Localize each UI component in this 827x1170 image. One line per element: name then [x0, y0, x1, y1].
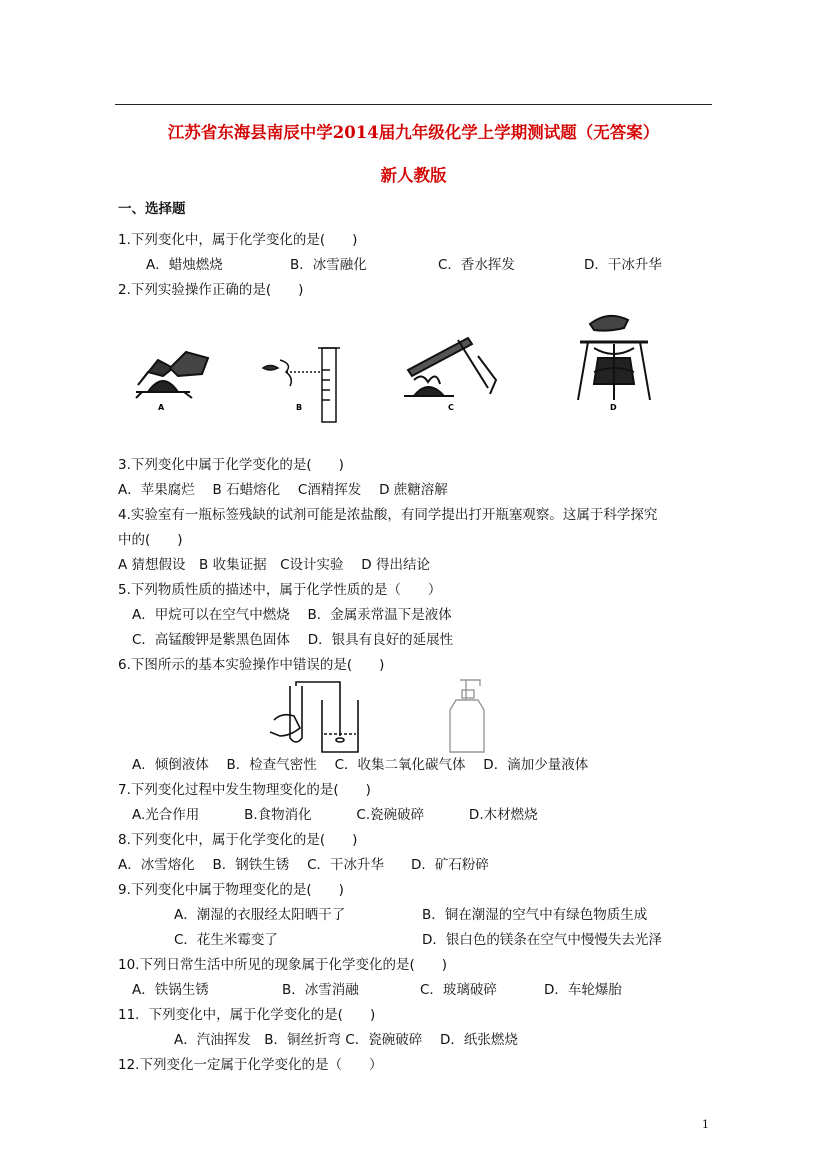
question-12: 12.下列变化一定属于化学变化的是（ ）	[118, 1057, 383, 1073]
question-1: 1.下列变化中，属于化学变化的是( )	[118, 232, 358, 248]
title-line-2: 新人教版	[380, 166, 447, 185]
q8-options: A．冰雪熔化 B．钢铁生锈 C．干冰升华 D．矿石粉碎	[118, 857, 489, 873]
q1-option-d: D．干冰升华	[584, 257, 662, 273]
question-3: 3.下列变化中属于化学变化的是( )	[118, 457, 344, 473]
q9-option-a: A．潮湿的衣服经太阳晒干了	[174, 907, 346, 923]
apparatus-airtight-check	[270, 682, 358, 752]
question-10: 10.下列日常生活中所见的现象属于化学变化的是( )	[118, 957, 448, 973]
q3-options: A．苹果腐烂 B 石蜡熔化 C酒精挥发 D 蔗糖溶解	[118, 482, 448, 498]
question-8: 8.下列变化中，属于化学变化的是( )	[118, 832, 358, 848]
question-2: 2.下列实验操作正确的是( )	[118, 282, 304, 298]
q10-option-d: D．车轮爆胎	[544, 982, 622, 998]
q6-figure	[260, 676, 510, 756]
question-6: 6.下图所示的基本实验操作中错误的是( )	[118, 657, 385, 673]
q4-options: A 猜想假设 B 收集证据 C设计实验 D 得出结论	[118, 557, 430, 573]
question-4-line-1: 4.实验室有一瓶标签残缺的试剂可能是浓盐酸，有同学提出打开瓶塞观察。这属于科学探究	[118, 507, 658, 523]
fig-label-a: A	[158, 403, 165, 412]
q9-option-b: B．铜在潮湿的空气中有绿色物质生成	[422, 907, 648, 923]
q9-option-c: C．花生米霉变了	[174, 932, 278, 948]
title-line-1: 江苏省东海县南辰中学2014届九年级化学上学期测试题（无答案）	[167, 123, 660, 142]
q2-figure	[118, 310, 678, 450]
section-heading: 一、选择题	[118, 201, 186, 217]
q6-options: A．倾倒液体 B．检查气密性 C．收集二氧化碳气体 D．滴加少量液体	[132, 757, 589, 773]
page-number: 1	[702, 1118, 709, 1131]
q9-option-d: D．银白色的镁条在空气中慢慢失去光泽	[422, 932, 662, 948]
fig-label-b: B	[296, 403, 303, 412]
q5-options-cd: C．高锰酸钾是紫黑色固体 D．银具有良好的延展性	[132, 632, 454, 648]
q1-option-a: A．蜡烛燃烧	[146, 257, 223, 273]
apparatus-c-testtube	[404, 338, 496, 396]
header-rule	[115, 104, 712, 105]
q1-option-c: C．香水挥发	[438, 257, 515, 273]
apparatus-gas-bottle	[450, 680, 484, 752]
q10-option-c: C．玻璃破碎	[420, 982, 497, 998]
fig-label-d: D	[610, 403, 617, 412]
question-7: 7.下列变化过程中发生物理变化的是( )	[118, 782, 371, 798]
question-5: 5.下列物质性质的描述中，属于化学性质的是（ ）	[118, 582, 442, 598]
q5-options-ab: A．甲烷可以在空气中燃烧 B．金属汞常温下是液体	[132, 607, 452, 623]
question-11: 11．下列变化中，属于化学变化的是( )	[118, 1007, 376, 1023]
q7-options: A.光合作用 B.食物消化 C.瓷碗破碎 D.木材燃烧	[132, 807, 538, 823]
apparatus-a-lamp	[136, 352, 208, 398]
question-4-line-2: 中的( )	[118, 532, 183, 548]
q10-option-a: A．铁锅生锈	[132, 982, 209, 998]
q1-option-b: B．冰雪融化	[290, 257, 367, 273]
apparatus-d-tripod	[578, 316, 650, 400]
q10-option-b: B．冰雪消融	[282, 982, 359, 998]
question-9: 9.下列变化中属于物理变化的是( )	[118, 882, 344, 898]
fig-label-c: C	[448, 403, 454, 412]
q11-options: A．汽油挥发 B．铜丝折弯 C．瓷碗破碎 D．纸张燃烧	[174, 1032, 518, 1048]
